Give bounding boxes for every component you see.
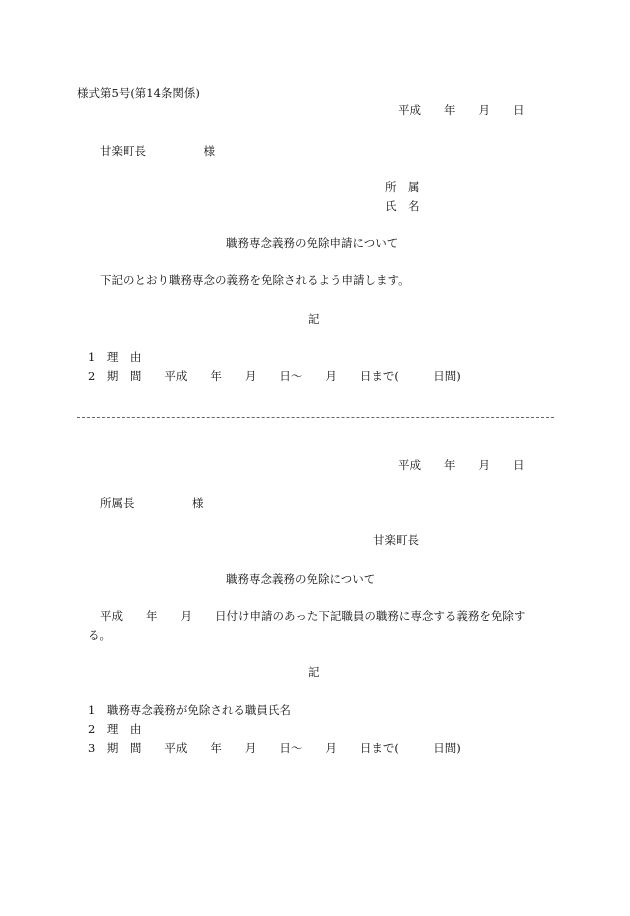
approval-addressee: 所属長 様: [100, 496, 204, 510]
application-body: 下記のとおり職務専念の義務を免除されるよう申請します。: [100, 273, 410, 287]
application-item-reason: 1 理 由: [88, 350, 142, 364]
approval-item-employee-name: 1 職務専念義務が免除される職員氏名: [88, 703, 291, 717]
form-label: 様式第5号(第14条関係): [77, 86, 200, 100]
name-label: 氏 名: [385, 199, 420, 213]
approval-body-line1: 平成 年 月 日付け申請のあった下記職員の職務に専念する義務を免除す: [100, 609, 526, 623]
approval-title: 職務専念義務の免除について: [226, 572, 376, 586]
application-item-period: 2 期 間 平成 年 月 日～ 月 日まで( 日間): [88, 369, 461, 383]
application-addressee: 甘楽町長 様: [100, 144, 215, 158]
approval-issuer: 甘楽町長: [373, 533, 419, 547]
approval-item-reason: 2 理 由: [88, 722, 142, 736]
application-title: 職務専念義務の免除申請について: [226, 236, 399, 250]
approval-body-line2: る。: [88, 628, 111, 642]
application-ki: 記: [308, 312, 320, 326]
affiliation-label: 所 属: [385, 180, 420, 194]
approval-date: 平成 年 月 日: [398, 458, 525, 472]
approval-item-period: 3 期 間 平成 年 月 日～ 月 日まで( 日間): [88, 741, 461, 755]
cut-line-divider: [77, 417, 554, 418]
application-date: 平成 年 月 日: [398, 103, 525, 117]
approval-ki: 記: [308, 665, 320, 679]
